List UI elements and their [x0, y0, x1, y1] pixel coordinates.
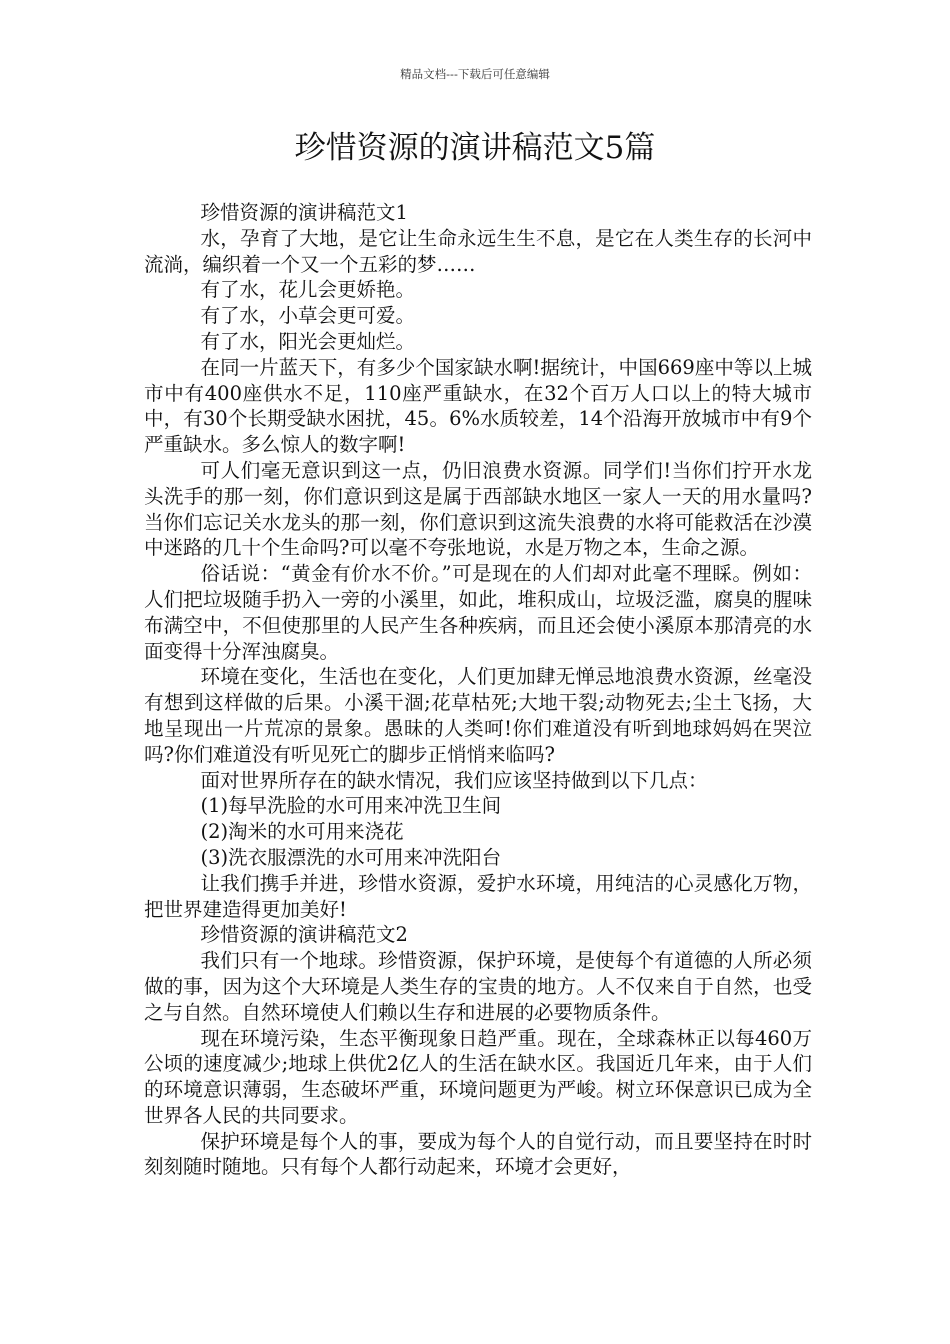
- document-title: 珍惜资源的演讲稿范文5篇: [294, 130, 656, 166]
- paragraph: 有了水，小草会更可爱。: [200, 304, 416, 328]
- list-item: (1)每早洗脸的水可用来冲洗卫生间: [200, 794, 502, 818]
- paragraph: 可人们毫无意识到这一点，仍旧浪费水资源。同学们!当你们拧开水龙头洗手的那一刻，你们意识到这是属于西部缺水地区一家人一天的用水量吗?当你们忘记关水龙头的那一刻，你们意识到这流失浪费的水将可能救活在沙漠中迷路的几十个生命吗?可以毫不夸张地说，水是万物之本，生命之源。: [144, 458, 812, 560]
- section-heading-2: 珍惜资源的演讲稿范文2: [200, 923, 408, 947]
- list-item: (3)洗衣服漂洗的水可用来冲洗阳台: [200, 845, 502, 869]
- list-item: (2)淘米的水可用来浇花: [200, 820, 404, 844]
- paragraph: 现在环境污染，生态平衡现象日趋严重。现在，全球森林正以每460万公顷的速度减少;地球上供优2亿人的生活在缺水区。我国近几年来，由于人们的环境意识薄弱，生态破坏严重，环境问题更为严峻。树立环保意识已成为全世界各人民的共同要求。: [144, 1026, 812, 1127]
- paragraph: 有了水，阳光会更灿烂。: [200, 329, 416, 353]
- paragraph: 俗话说：“黄金有价水不价。”可是现在的人们却对此毫不理睬。例如：人们把垃圾随手扔入一旁的小溪里，如此，堆积成山，垃圾泛滥，腐臭的腥味布满空中，不但使那里的人民产生各种疾病，而且还会使小溪原本那清亮的水面变得十分浑浊腐臭。: [144, 562, 812, 663]
- paragraph: 环境在变化，生活也在变化，人们更加肆无惮忌地浪费水资源，丝毫没有想到这样做的后果。小溪干涸;花草枯死;大地干裂;动物死去;尘土飞扬，大地呈现出一片荒凉的景象。愚昧的人类呵!你们难道没有听到地球妈妈在哭泣吗?你们难道没有听见死亡的脚步正悄悄来临吗?: [144, 665, 812, 766]
- paragraph: 在同一片蓝天下，有多少个国家缺水啊!据统计，中国669座中等以上城市中有400座供水不足，110座严重缺水，在32个百万人口以上的特大城市中，有30个长期受缺水困扰，45。6%水质较差，14个沿海开放城市中有9个严重缺水。多么惊人的数字啊!: [144, 355, 812, 457]
- section-heading-1: 珍惜资源的演讲稿范文1: [200, 201, 408, 224]
- paragraph: 让我们携手并进，珍惜水资源，爱护水环境，用纯洁的心灵感化万物，把世界建造得更加美好!: [144, 871, 812, 921]
- paragraph: 保护环境是每个人的事，要成为每个人的自觉行动，而且要坚持在时时刻刻随时随地。只有每个人都行动起来，环境才会更好，: [144, 1129, 812, 1179]
- document-body: [144, 200, 812, 1180]
- paragraph: 有了水，花儿会更娇艳。: [200, 278, 416, 302]
- paragraph: 我们只有一个地球。珍惜资源，保护环境，是使每个有道德的人所必须做的事，因为这个大环境是人类生存的宝贵的地方。人不仅来自于自然，也受之与自然。自然环境使人们赖以生存和进展的必要物质条件。: [144, 949, 812, 1024]
- paragraph: 水，孕育了大地，是它让生命永远生生不息，是它在人类生存的长河中流淌，编织着一个又一个五彩的梦……: [144, 226, 812, 276]
- header-note: 精品文档---下载后可任意编辑: [400, 67, 550, 81]
- paragraph: 面对世界所存在的缺水情况，我们应该坚持做到以下几点：: [200, 768, 708, 792]
